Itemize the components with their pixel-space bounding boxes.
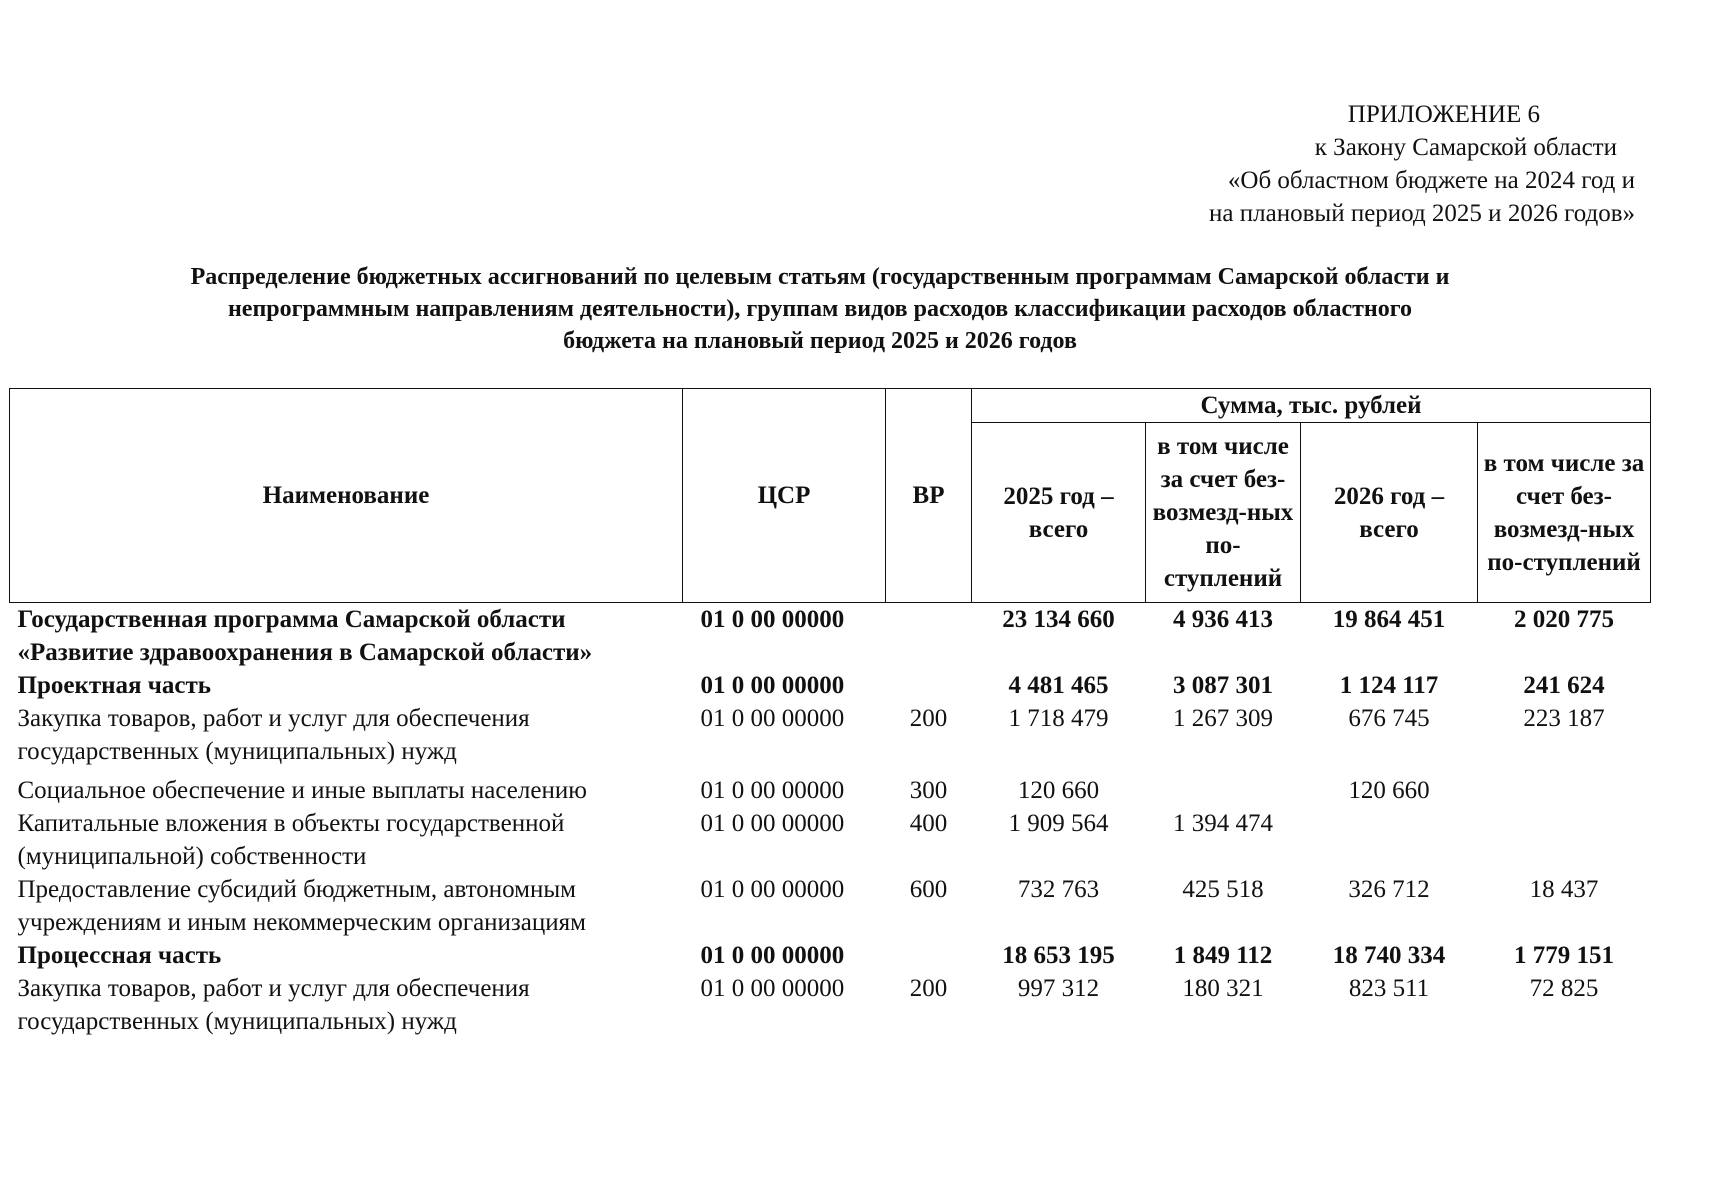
cell-csr: 01 0 00 00000 [700, 942, 845, 969]
cell-grants-2025: 180 321 [1182, 975, 1264, 1002]
cell-grants-2025: 425 518 [1182, 876, 1264, 903]
header-name: Наименование [10, 389, 683, 603]
cell-grants-2025: 4 936 413 [1173, 606, 1273, 633]
cell-grants-2025: 1 394 474 [1173, 810, 1273, 837]
cell-grants-2025 [1146, 774, 1301, 807]
table-header [10, 389, 1651, 603]
table-body [10, 603, 1651, 1039]
table-row [10, 774, 1651, 807]
appendix-law: к Закону Самарской области [1314, 134, 1617, 161]
cell-grants-2026: 241 624 [1523, 672, 1605, 699]
cell-total-2025: 18 653 195 [1002, 942, 1115, 969]
header-csr: ЦСР [683, 389, 886, 603]
cell-grants-2025: 1 849 112 [1173, 942, 1273, 969]
document-title-line-2: непрограммным направлениям деятельности), группам видов расходов классификации расходов областного [227, 296, 1413, 322]
cell-grants-2025: 1 267 309 [1173, 705, 1273, 732]
cell-csr: 01 0 00 00000 [700, 672, 845, 699]
cell-name: Предоставление субсидий бюджетным, автономным учреждениям и иным некоммерческим организациям [17, 876, 586, 936]
cell-grants-2025: 3 087 301 [1173, 672, 1273, 699]
budget-table [9, 388, 1651, 1038]
cell-csr: 01 0 00 00000 [700, 777, 845, 804]
cell-csr: 01 0 00 00000 [700, 810, 845, 837]
cell-vr: 300 [909, 777, 948, 804]
table-row [10, 603, 1651, 670]
cell-total-2026: 1 124 117 [1339, 672, 1439, 699]
cell-total-2025: 4 481 465 [1008, 672, 1109, 699]
table-row [10, 807, 1651, 873]
cell-grants-2026: 1 779 151 [1514, 942, 1615, 969]
cell-total-2026: 823 511 [1348, 975, 1430, 1002]
cell-vr: 200 [909, 705, 948, 732]
cell-total-2025: 1 909 564 [1008, 810, 1109, 837]
cell-csr: 01 0 00 00000 [700, 975, 845, 1002]
cell-grants-2026: 223 187 [1523, 705, 1605, 732]
table-row [10, 873, 1651, 939]
cell-total-2025: 120 660 [1017, 777, 1100, 804]
cell-grants-2026 [1478, 774, 1651, 807]
cell-grants-2026: 2 020 775 [1514, 606, 1615, 633]
cell-total-2026: 18 740 334 [1332, 942, 1446, 969]
cell-name: Социальное обеспечение и иные выплаты населению [17, 777, 587, 804]
appendix-law-name-line-2: на плановый период 2025 и 2026 годов» [1209, 200, 1635, 227]
cell-total-2025: 732 763 [1017, 876, 1100, 903]
cell-vr: 200 [909, 975, 948, 1002]
table-row [10, 669, 1651, 702]
cell-total-2025: 1 718 479 [1008, 705, 1109, 732]
cell-grants-2026: 72 825 [1529, 975, 1599, 1002]
header-grants-2025: в том числе за счет без-возмезд-ных по-ступлений [1146, 423, 1301, 603]
cell-name: Государственная программа Самарской области «Развитие здравоохранения в Самарской области» [17, 606, 593, 666]
header-sum-group: Сумма, тыс. рублей [972, 389, 1651, 423]
cell-name: Закупка товаров, работ и услуг для обеспечения государственных (муниципальных) нужд [17, 975, 530, 1035]
cell-vr: 400 [909, 810, 948, 837]
document-title-line-3: бюджета на плановый период 2025 и 2026 годов [563, 328, 1077, 354]
cell-total-2026 [1301, 807, 1478, 873]
cell-name: Капитальные вложения в объекты государственной (муниципальной) собственности [17, 810, 565, 870]
table-row [10, 972, 1651, 1038]
cell-vr [886, 669, 972, 702]
cell-grants-2026: 18 437 [1529, 876, 1599, 903]
cell-name: Проектная часть [17, 672, 212, 699]
cell-vr: 600 [909, 876, 948, 903]
cell-total-2025: 997 312 [1017, 975, 1100, 1002]
cell-total-2026: 676 745 [1348, 705, 1430, 732]
document-title [40, 261, 1600, 357]
header-vr: ВР [886, 389, 972, 603]
header-grants-2026: в том числе за счет без-возмезд-ных по-ступлений [1478, 423, 1651, 603]
cell-csr: 01 0 00 00000 [700, 876, 845, 903]
cell-csr: 01 0 00 00000 [700, 705, 845, 732]
cell-vr [886, 939, 972, 972]
cell-vr [886, 603, 972, 670]
header-total-2025: 2025 год – всего [972, 423, 1146, 603]
header-total-2026: 2026 год – всего [1301, 423, 1478, 603]
table-row [10, 939, 1651, 972]
cell-name: Закупка товаров, работ и услуг для обеспечения государственных (муниципальных) нужд [17, 705, 530, 765]
cell-grants-2026 [1478, 807, 1651, 873]
cell-total-2025: 23 134 660 [1002, 606, 1115, 633]
appendix-law-name-line-1: «Об областном бюджете на 2024 год и [1227, 167, 1635, 194]
appendix-block [1115, 98, 1635, 230]
cell-total-2026: 19 864 451 [1332, 606, 1446, 633]
cell-total-2026: 120 660 [1348, 777, 1430, 804]
appendix-title: ПРИЛОЖЕНИЕ 6 [1347, 101, 1540, 128]
table-row [10, 702, 1651, 774]
document-title-line-1: Распределение бюджетных ассигнований по целевым статьям (государственным программам Самарской области и [190, 264, 1450, 290]
cell-csr: 01 0 00 00000 [700, 606, 845, 633]
cell-name: Процессная часть [17, 942, 222, 969]
cell-total-2026: 326 712 [1348, 876, 1430, 903]
